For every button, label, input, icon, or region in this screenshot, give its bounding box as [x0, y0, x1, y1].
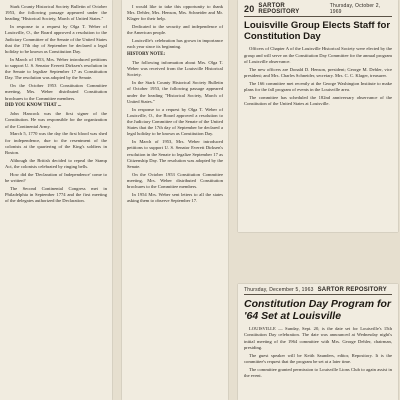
subhead: DID YOU KNOW THAT ...	[5, 103, 62, 109]
publication-date: Thursday, December 5, 1963	[244, 287, 314, 293]
paragraph: In response to a request by Olga T. Weber of Louisville, O., the Board approved a resolution to the Judiciary Committee of the Senate of the United States that the 17th day of September be declared a legal holiday to be known as Constitution Day.	[5, 24, 107, 55]
paragraph: The committee granted permission to Louisville Lions Club to again assist in the event.	[244, 366, 392, 378]
paragraph: The committee has scheduled the 182nd anniversary observance of the Constitution of the United States at Louisville.	[244, 94, 392, 106]
clipping-header	[244, 3, 392, 17]
paragraph: On the October 1953 Constitution Committee meeting, Mrs. Weber distributed Constitution brochures to the Committee members.	[5, 83, 107, 101]
page-number: 20	[244, 4, 255, 15]
paragraph: In the Stark County Historical Society Bulletin of October 1953, the following passage appeared under the heading "Historical Society, March of United States."	[127, 80, 223, 104]
paragraph: The guest speaker will be Keith Saunders, editor, Repository. It is the committee's request that the program be set at a later time.	[244, 352, 392, 364]
clipping-middle	[122, 0, 228, 400]
clipping-left	[0, 0, 112, 400]
paragraph: How did the 'Declaration of Independence' come to be written?	[5, 171, 107, 184]
paragraph: In 1954 Mrs. Weber sent letters to all the states asking them to observe September 17.	[127, 192, 223, 204]
publication-date: Thursday, October 2, 1969	[329, 3, 381, 16]
paragraph: In March of 1953, Mrs. Weber introduced petitions to support U. S. Senator Everett Dirksen's resolution in the Senate to legalize September 17 as Constitution Day. The resolution was adopted by the Senate.	[5, 56, 107, 81]
paragraph: On the October 1953 Constitution Committee meeting, Mrs. Weber distributed Constitution brochures to the Committee members.	[127, 171, 223, 190]
paragraph: Stark County Historical Society Bulletin of October 1953, the following passage appeared under the heading "Historical Society, March of United States."	[5, 4, 107, 22]
newspaper-name: SARTOR REPOSITORY	[258, 3, 300, 16]
paragraph: In response to a request by Olga T. Weber of Louisville, O., the Board approved a resolution to the Judiciary Committee of the Senate of the United States that the 17th day of September be declared a legal holiday to be known as Constitution Day.	[127, 106, 223, 137]
paragraph: I would like to take this opportunity to thank Mrs. Dehler, Mrs. Henson, Mrs. Schneider and Mr. Klager for their help.	[127, 4, 223, 22]
paragraph: LOUISVILLE — Sunday, Sept. 20, is the date set for Louisville's 15th Constitution Day celebration. The date was announced at Wednesday night's initial meeting of the 1964 committee with Mrs. George Dehler, chairman, presiding.	[244, 326, 392, 350]
clipping-right-top	[238, 0, 398, 232]
paragraph: Louisville's celebration has grown in importance each year since its beginning.	[127, 38, 223, 50]
clipping-header	[244, 287, 392, 295]
paragraph: The 166 committee met recently at the George Washington Institute to make plans for the fall program of events in the Louisville area.	[244, 80, 392, 92]
paragraph: The following information about Mrs. Olga T. Weber was received from the Louisville Historical Society.	[127, 60, 223, 78]
paragraph: Officers of Chapter A of the Louisville Historical Society were elected by the group and will serve on the Constitution Day Committee for the annual program of Louisville observance.	[244, 46, 392, 64]
headline: Constitution Day Program for '64 Set at Louisville	[244, 298, 392, 323]
newspaper-name: SARTOR REPOSITORY	[317, 287, 387, 293]
paragraph: John Hancock was the first signer of the Constitution. He was responsible for the organization of the Continental Army.	[5, 111, 107, 129]
clipping-right-bottom	[238, 284, 398, 400]
paragraph: The new officers are Donald D. Henson, president; George M. Dehler, vice president; and Mrs. Charles Schneider, secretary. Mrs. C. C. Klager, treasurer.	[244, 66, 392, 78]
paragraph: The Second Continental Congress met in Philadelphia in September 1774 and the first meeting of the delegates authorized the Declaration.	[5, 185, 107, 204]
paragraph: In March of 1953, Mrs. Weber introduced petitions to support U. S. Senator Everett Dirksen's resolution in the Senate to legalize September 17 as Citizenship Day. The resolution was adopted by the Senate.	[127, 139, 223, 170]
headline: Louisville Group Elects Staff for Constitution Day	[244, 20, 391, 43]
paragraph: March 5, 1770 was the day the first blood was shed for independence, due to the resentment of the colonists at the quartering of the King's soldiers in Boston.	[5, 131, 107, 156]
paragraph: Dedicated to the security and independence of the American people.	[127, 24, 223, 36]
paragraph: Although the British decided to repeal the Stamp Act, the colonists celebrated by ringing bells.	[5, 157, 107, 170]
subhead: HISTORY NOTE:	[127, 52, 166, 58]
